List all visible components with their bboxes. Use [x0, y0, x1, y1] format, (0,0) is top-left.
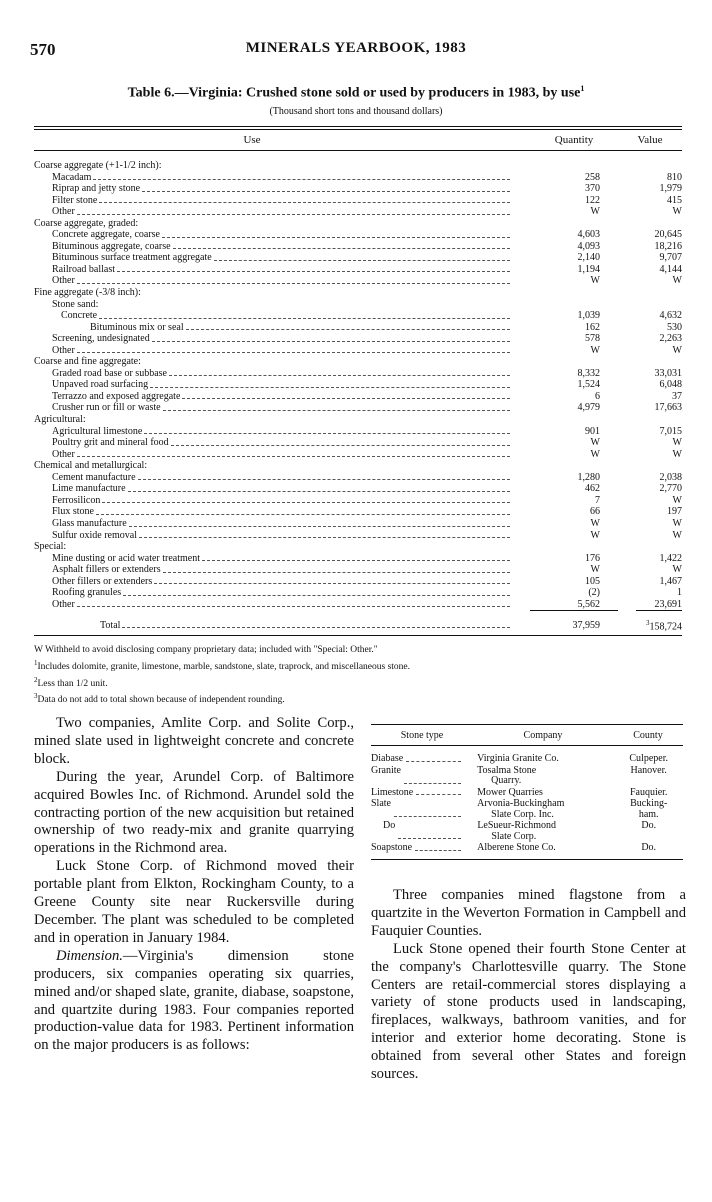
- row-value: W: [672, 517, 682, 529]
- total-value-number: 158,724: [649, 620, 682, 632]
- table-category-row: [34, 460, 682, 472]
- county: Culpeper.: [629, 753, 668, 764]
- row-quantity: W: [590, 437, 600, 449]
- company-continued: Quarry.: [491, 775, 522, 786]
- row-label: Sulfur oxide removal: [52, 529, 137, 541]
- table-row: [34, 252, 682, 264]
- footnote: [34, 690, 682, 707]
- row-quantity: 1,194: [577, 263, 600, 275]
- table-row: [34, 449, 682, 461]
- company: Mower Quarries: [477, 786, 543, 798]
- row-quantity: 370: [585, 183, 600, 195]
- row-value: W: [672, 344, 682, 356]
- company: Virginia Granite Co.: [477, 753, 559, 764]
- table-row: [34, 322, 682, 334]
- table-row: [34, 587, 682, 599]
- row-label: Filter stone: [52, 194, 98, 206]
- stone-type: Soapstone: [371, 842, 413, 853]
- row-quantity: 105: [585, 575, 600, 587]
- row-quantity: W: [590, 275, 600, 287]
- dimension-body: —Virginia's dimension stone producers, six companies operating six quarries, mined and/or shaped slate, granite, diabase, soapstone, and quartzite during 1983. Four companies reported production-value data for 1983. Pertinent information on the major producers is as follows:: [34, 947, 354, 1054]
- row-quantity: 176: [585, 552, 600, 564]
- sum-line: [34, 610, 682, 611]
- crushed-stone-table: [34, 126, 682, 707]
- row-label: Flux stone: [52, 506, 94, 518]
- company: Tosalma Stone: [477, 764, 537, 776]
- row-value: 1,467: [659, 575, 682, 587]
- table-row: [34, 333, 682, 345]
- small-table-row: [371, 766, 683, 787]
- row-value: 1: [677, 587, 682, 599]
- county: Do.: [641, 820, 657, 831]
- small-table-header: [371, 724, 683, 746]
- row-value: 2,770: [659, 483, 682, 495]
- row-quantity: 66: [590, 506, 600, 518]
- right-column-text: [371, 887, 686, 1084]
- row-value: 23,691: [654, 598, 682, 610]
- table-row: [34, 264, 682, 276]
- row-label: Coarse aggregate, graded:: [34, 217, 139, 229]
- row-quantity: 4,979: [577, 402, 600, 414]
- table-category-row: [34, 287, 682, 299]
- paragraph: Luck Stone Corp. of Richmond moved their portable plant from Elkton, Rockingham County, to a Greene County site near Ruckersville during December. The plant was scheduled to be completed and in operation in January 1984.: [34, 858, 354, 946]
- stone-type: Granite: [371, 764, 401, 776]
- left-column-text: [34, 715, 354, 1055]
- row-value: 415: [667, 194, 682, 206]
- row-label: Stone sand:: [52, 298, 99, 310]
- row-label: Mine dusting or acid water treatment: [52, 552, 201, 564]
- table-category-row: [34, 299, 682, 311]
- table-category-row: [34, 414, 682, 426]
- paragraph: During the year, Arundel Corp. of Baltimore acquired Bowles Inc. of Richmond. Arundel sold the contracting portion of the new acquisition but retained ownership of two ready-mix and granite quarrying operations in the Richmond area.: [34, 768, 354, 857]
- row-label: Concrete: [61, 310, 98, 322]
- row-value: W: [672, 529, 682, 541]
- row-quantity: 6: [595, 390, 600, 402]
- row-value: 1,422: [659, 552, 682, 564]
- row-label: Bituminous surface treatment aggregate: [52, 252, 212, 264]
- running-head: MINERALS YEARBOOK, 1983: [245, 40, 467, 56]
- row-quantity: 578: [585, 333, 600, 345]
- table-title-text: Table 6.—Virginia: Crushed stone sold or used by producers in 1983, by use: [127, 85, 581, 101]
- row-label: Special:: [34, 541, 67, 553]
- row-value: [618, 287, 682, 299]
- row-quantity: [530, 160, 618, 172]
- footnote: [34, 674, 682, 691]
- row-quantity: 8,332: [577, 367, 600, 379]
- stone-type: Do: [383, 820, 396, 831]
- table-row: [34, 345, 682, 357]
- small-table-row: [371, 788, 683, 799]
- row-label: Chemical and metallurgical:: [34, 460, 148, 472]
- stone-type: Slate: [371, 798, 391, 809]
- row-label: Terrazzo and exposed aggregate: [52, 390, 181, 402]
- row-quantity: [530, 218, 618, 230]
- row-quantity: [530, 287, 618, 299]
- table-category-row: [34, 160, 682, 172]
- row-label: Other: [52, 598, 75, 610]
- row-label: Fine aggregate (-3/8 inch):: [34, 287, 141, 299]
- row-value: W: [672, 437, 682, 449]
- company: Arvonia-Buckingham: [477, 798, 565, 809]
- row-value: 530: [667, 321, 682, 333]
- row-label: Crusher run or fill or waste: [52, 402, 161, 414]
- company-continued: Slate Corp. Inc.: [491, 808, 554, 820]
- row-quantity: 162: [585, 321, 600, 333]
- header-stone-type: Stone type: [400, 729, 444, 741]
- row-quantity: W: [590, 517, 600, 529]
- row-value: W: [672, 448, 682, 460]
- company: LeSueur-Richmond: [477, 820, 556, 831]
- table-row: [34, 495, 682, 507]
- table-row: [34, 183, 682, 195]
- row-label: Other: [52, 344, 75, 356]
- row-value: [618, 460, 682, 472]
- row-quantity: [530, 299, 618, 311]
- table-subtitle: (Thousand short tons and thousand dollars): [269, 106, 443, 117]
- header-rule: [34, 150, 682, 151]
- header-company: Company: [523, 729, 563, 741]
- company-continued: Slate Corp.: [491, 830, 537, 842]
- row-quantity: [530, 356, 618, 368]
- table-header: [34, 130, 682, 150]
- table-row: [34, 241, 682, 253]
- table-row: [34, 518, 682, 530]
- table-row: [34, 437, 682, 449]
- row-quantity: 258: [585, 171, 600, 183]
- row-quantity: 462: [585, 483, 600, 495]
- row-quantity: W: [590, 344, 600, 356]
- row-value: [618, 160, 682, 172]
- row-label: Screening, undesignated: [52, 333, 150, 345]
- row-value: 37: [672, 390, 682, 402]
- county: Fauquier.: [629, 786, 668, 798]
- table-row: [34, 275, 682, 287]
- row-quantity: W: [590, 529, 600, 541]
- county: Bucking-: [630, 798, 668, 809]
- row-quantity: [530, 541, 618, 553]
- row-label: Other fillers or extenders: [52, 575, 153, 587]
- row-label: Asphalt fillers or extenders: [52, 564, 161, 576]
- small-table-body: [371, 746, 683, 860]
- row-quantity: 5,562: [577, 598, 600, 610]
- row-label: Lime manufacture: [52, 483, 126, 495]
- table-row: [34, 576, 682, 588]
- page-number: 570: [30, 40, 56, 59]
- row-value: 2,263: [659, 333, 682, 345]
- table-row: [34, 368, 682, 380]
- table-body: [34, 160, 682, 610]
- row-value: [618, 414, 682, 426]
- table-row: [34, 172, 682, 184]
- table-title: [0, 84, 712, 102]
- row-value: 2,038: [659, 471, 682, 483]
- row-value: 1,979: [659, 183, 682, 195]
- table-row: [34, 310, 682, 322]
- row-label: Coarse aggregate (+1-1/2 inch):: [34, 160, 162, 171]
- table-row: [34, 553, 682, 565]
- row-quantity: 1,280: [577, 471, 600, 483]
- row-quantity: 2,140: [577, 252, 600, 264]
- row-value: 197: [667, 506, 682, 518]
- row-quantity: 1,039: [577, 310, 600, 322]
- row-label: Concrete aggregate, coarse: [52, 229, 160, 241]
- table-row: [34, 229, 682, 241]
- row-label: Roofing granules: [52, 587, 122, 599]
- total-quantity: 37,959: [572, 619, 600, 631]
- footnote: [34, 640, 682, 657]
- small-table-row: [371, 821, 683, 842]
- total-row: [34, 615, 682, 635]
- row-label: Macadam: [52, 171, 92, 183]
- row-quantity: (2): [588, 587, 600, 599]
- header-value: Value: [637, 134, 663, 146]
- row-value: 810: [667, 171, 682, 183]
- row-label: Graded road base or subbase: [52, 367, 167, 379]
- row-label: Glass manufacture: [52, 517, 127, 529]
- row-label: Poultry grit and mineral food: [52, 437, 169, 449]
- row-value: W: [672, 494, 682, 506]
- row-value: 7,015: [659, 425, 682, 437]
- row-label: Agricultural:: [34, 414, 86, 426]
- row-label: Bituminous mix or seal: [90, 321, 184, 333]
- table-row: [34, 391, 682, 403]
- dimension-stone-table: [371, 724, 683, 860]
- paragraph: Two companies, Amlite Corp. and Solite Corp., mined slate used in lightweight concrete and concrete block.: [34, 715, 354, 767]
- paragraph-dimension: [34, 948, 354, 1055]
- row-quantity: [530, 414, 618, 426]
- footnote-text: Less than 1/2 unit.: [37, 678, 108, 689]
- county: ham.: [638, 808, 659, 820]
- total-value-note: 3: [646, 618, 650, 627]
- footnote: [34, 657, 682, 674]
- row-value: 9,707: [659, 252, 682, 264]
- row-label: Other: [52, 275, 75, 287]
- row-label: Cement manufacture: [52, 471, 136, 483]
- row-quantity: 4,093: [577, 240, 600, 252]
- row-value: [618, 218, 682, 230]
- table-row: [34, 599, 682, 611]
- row-label: Coarse and fine aggregate:: [34, 356, 141, 368]
- dimension-heading: Dimension.: [56, 947, 123, 964]
- total-label: Total: [100, 619, 121, 631]
- row-value: 4,632: [659, 310, 682, 322]
- small-table-row: [371, 799, 683, 820]
- table-bottom-rule: [34, 635, 682, 636]
- row-quantity: 1,524: [577, 379, 600, 391]
- paragraph: Luck Stone opened their fourth Stone Center at the company's Charlottesville quarry. The Stone Centers are retail-commercial stores displaying a variety of stone products used in landscaping, fireplaces, walkways, bathroom vanities, and for interior and exterior home decorating. Stone is obtained from several other States and foreign sources.: [371, 940, 686, 1083]
- footnote-text: W Withheld to avoid disclosing company proprietary data; included with "Special: Other.": [34, 645, 378, 656]
- row-label: Railroad ballast: [52, 263, 116, 275]
- row-label: Ferrosilicon: [52, 494, 101, 506]
- row-value: W: [672, 564, 682, 576]
- table-row: [34, 530, 682, 542]
- row-value: 4,144: [659, 263, 682, 275]
- row-value: 6,048: [659, 379, 682, 391]
- row-value: [618, 356, 682, 368]
- table-row: [34, 564, 682, 576]
- small-table-row: [371, 754, 683, 765]
- row-value: [618, 541, 682, 553]
- table-row: [34, 506, 682, 518]
- row-value: W: [672, 275, 682, 287]
- table-row: [34, 483, 682, 495]
- footnote-mark: 1: [34, 658, 38, 667]
- row-quantity: 901: [585, 425, 600, 437]
- header-county: County: [633, 729, 663, 741]
- county: Hanover.: [630, 764, 667, 776]
- row-value: [618, 299, 682, 311]
- table-category-row: [34, 541, 682, 553]
- table-category-row: [34, 218, 682, 230]
- table-row: [34, 195, 682, 207]
- footnote-text: Data do not add to total shown because of independent rounding.: [37, 695, 285, 706]
- county: Do.: [641, 842, 657, 853]
- row-quantity: W: [590, 564, 600, 576]
- row-label: Riprap and jetty stone: [52, 183, 141, 195]
- stone-type: Diabase: [371, 753, 404, 764]
- row-value: W: [672, 206, 682, 218]
- table-row: [34, 379, 682, 391]
- row-value: 17,663: [654, 402, 682, 414]
- row-label: Unpaved road surfacing: [52, 379, 149, 391]
- company: Alberene Stone Co.: [477, 842, 556, 853]
- table-row: [34, 206, 682, 218]
- table-category-row: [34, 356, 682, 368]
- row-quantity: W: [590, 448, 600, 460]
- row-label: Other: [52, 206, 75, 218]
- footnote-text: Includes dolomite, granite, limestone, marble, sandstone, slate, traprock, and miscellaneous stone.: [37, 662, 411, 673]
- row-label: Agricultural limestone: [52, 425, 143, 437]
- footnote-mark: 3: [34, 692, 38, 701]
- row-quantity: 4,603: [577, 229, 600, 241]
- header-use: Use: [243, 134, 261, 146]
- footnote-mark: 2: [34, 675, 38, 684]
- row-quantity: 122: [585, 194, 600, 206]
- row-quantity: [530, 460, 618, 472]
- table-title-note: 1: [580, 84, 585, 93]
- row-quantity: 7: [595, 494, 600, 506]
- paragraph: Three companies mined flagstone from a quartzite in the Weverton Formation in Campbell and Fauquier Counties.: [371, 887, 686, 939]
- stone-type: Limestone: [371, 786, 414, 798]
- row-label: Bituminous aggregate, coarse: [52, 240, 171, 252]
- row-value: 18,216: [654, 240, 682, 252]
- row-value: 33,031: [654, 367, 682, 379]
- row-quantity: W: [590, 206, 600, 218]
- table-row: [34, 426, 682, 438]
- total-value: [618, 619, 682, 632]
- table-row: [34, 472, 682, 484]
- row-value: 20,645: [654, 229, 682, 241]
- header-quantity: Quantity: [554, 134, 594, 146]
- small-table-row: [371, 843, 683, 854]
- table-footnotes: [34, 640, 682, 707]
- table-row: [34, 402, 682, 414]
- row-label: Other: [52, 448, 75, 460]
